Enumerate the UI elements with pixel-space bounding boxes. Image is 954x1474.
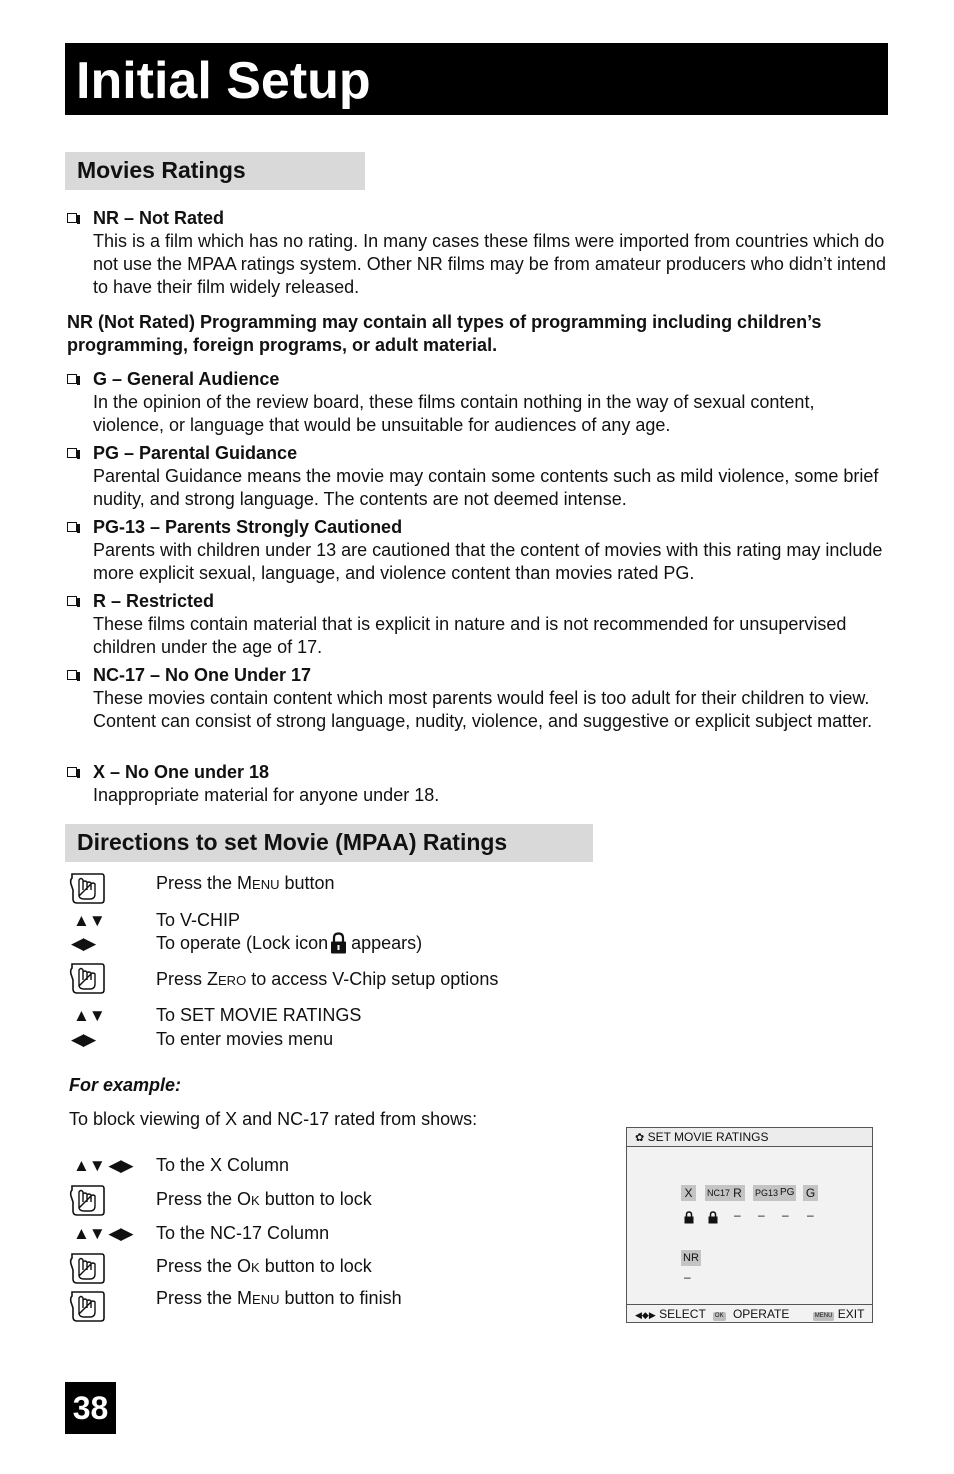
four-way-arrow-icon: ▲▼ ◀▶ [73,1156,133,1175]
example-step-ok-lock [156,1188,372,1211]
rating-title: PG – Parental Guidance [93,443,298,463]
direction-step-menu [156,872,335,895]
step-text: appears) [351,933,423,953]
up-down-arrow-icon: ▲▼ [73,911,105,930]
rating-title: X – No One under 18 [93,762,270,782]
osd-column-pg: PG [778,1185,796,1201]
step-text: Press the [156,1288,238,1308]
nr-notice: NR (Not Rated) Programming may contain all types of programming including children’s programming, foreign programs, or adult material. [67,312,822,355]
rating-title: PG-13 – Parents Strongly Cautioned [93,517,403,537]
step-text: button to finish [279,1288,402,1308]
rating-item-pg [67,442,887,511]
menu-key-label: Menu [237,1288,280,1308]
ok-key-label: Ok [237,1189,260,1209]
page-number: 38 [65,1382,116,1434]
lock-icon [330,932,347,954]
rating-item-pg13 [67,516,887,585]
ok-key-label: Ok [237,1256,260,1276]
section-heading-directions: Directions to set Movie (MPAA) Ratings [65,824,593,862]
checkbox-bullet-icon [67,596,77,606]
rating-description: In the opinion of the review board, these films contain nothing in the way of sexual content, violence, or language that would be unsuitable for audiences of any age. [93,392,815,435]
osd-unlocked-dash: – [758,1208,765,1222]
example-intro: To block viewing of X and NC-17 rated from shows: [69,1109,478,1129]
osd-footer [627,1304,872,1322]
remote-press-hand-icon [69,1288,105,1324]
step-text: To operate (Lock icon [156,933,329,953]
checkbox-bullet-icon [67,522,77,532]
ok-badge: OK [714,1313,724,1319]
step-text: Press [156,969,208,989]
left-right-arrow-icon: ◀▶ [71,934,96,953]
rating-description: These films contain material that is explicit in nature and is not recommended for unsupervised children under the age of 17. [93,614,847,657]
menu-key-label: Menu [237,873,280,893]
osd-nr-cell: NR [683,1252,699,1264]
checkbox-bullet-icon [67,374,77,384]
step-text: Press the [156,1256,238,1276]
up-down-arrow-icon: ▲▼ [73,1006,105,1025]
osd-unlocked-dash: – [684,1270,691,1284]
rating-description: These movies contain content which most parents would feel is too adult for their children to view. Content can consist of strong language, nudity, violence, and suggestive or explicit subject matter. [93,688,873,731]
checkbox-bullet-icon [67,767,77,777]
example-label: For example: [69,1075,182,1095]
step-text: Press the [156,873,238,893]
vchip-icon: ✿ [635,1132,645,1144]
rating-title: NR – Not Rated [93,208,225,228]
step-text: button to lock [259,1256,372,1276]
osd-title-bar [627,1128,872,1147]
osd-column-g: G [803,1185,818,1201]
rating-title: G – General Audience [93,369,280,389]
rating-title: R – Restricted [93,591,215,611]
rating-item-r [67,590,887,659]
direction-step-operate [156,932,422,955]
osd-column-nc17: NC17 [705,1185,732,1201]
rating-item-nc17 [67,664,887,733]
lock-icon [708,1211,718,1224]
checkbox-bullet-icon [67,448,77,458]
remote-press-hand-icon [69,960,105,996]
menu-badge: MENU [814,1313,833,1319]
osd-set-movie-ratings-screen [626,1127,873,1323]
zero-key-label: Zero [207,969,247,989]
lock-icon [684,1211,694,1224]
direction-step-set-movie-ratings: To SET MOVIE RATINGS [156,1005,362,1025]
osd-select-label: SELECT [659,1307,706,1321]
checkbox-bullet-icon [67,213,77,223]
step-text: Press the [156,1189,238,1209]
checkbox-bullet-icon [67,670,77,680]
osd-title: SET MOVIE RATINGS [647,1130,769,1144]
osd-column-x: X [681,1185,696,1201]
direction-step-vchip: To V-CHIP [156,910,241,930]
navigate-arrows-icon: ◀◆▶ [635,1310,656,1320]
page-title: Initial Setup [76,52,371,110]
example-step-ok-lock-2 [156,1255,372,1278]
rating-description: This is a film which has no rating. In many cases these films were imported from countries which do not use the MPAA ratings system. Other NR films may be from amateur producers who didn’t intend to have their film widely released. [93,231,887,297]
rating-title: NC-17 – No One Under 17 [93,665,312,685]
osd-exit-label: EXIT [837,1307,865,1321]
left-right-arrow-icon: ◀▶ [71,1030,96,1049]
example-step-menu-finish [156,1287,402,1310]
rating-item-x [67,761,887,807]
example-step-nc17-column: To the NC-17 Column [156,1223,330,1243]
direction-step-zero [156,968,498,991]
osd-unlocked-dash: – [807,1208,814,1222]
osd-unlocked-dash: – [734,1208,741,1222]
header-bar [65,43,888,115]
step-text: button [279,873,335,893]
rating-item-nr [67,207,887,299]
remote-press-hand-icon [69,1182,105,1218]
osd-column-r: R [730,1185,745,1201]
step-text: to access V-Chip setup options [246,969,499,989]
remote-press-hand-icon [69,870,105,906]
rating-description: Parental Guidance means the movie may contain some contents such as mild violence, some brief nudity, and strong language. The contents are not deemed intense. [93,466,879,509]
remote-press-hand-icon [69,1250,105,1286]
osd-operate-label: OPERATE [732,1307,790,1321]
section-heading-movies-ratings: Movies Ratings [65,152,365,190]
rating-item-g [67,368,887,437]
direction-step-enter-menu: To enter movies menu [156,1029,334,1049]
step-text: button to lock [259,1189,372,1209]
osd-column-pg13: PG13 [753,1185,780,1201]
rating-description: Parents with children under 13 are cautioned that the content of movies with this rating may include more explicit sexual, language, and violence content than movies rated PG. [93,540,883,583]
four-way-arrow-icon: ▲▼ ◀▶ [73,1224,133,1243]
example-step-x-column: To the X Column [156,1155,290,1175]
rating-description: Inappropriate material for anyone under 18. [93,785,440,805]
osd-unlocked-dash: – [782,1208,789,1222]
